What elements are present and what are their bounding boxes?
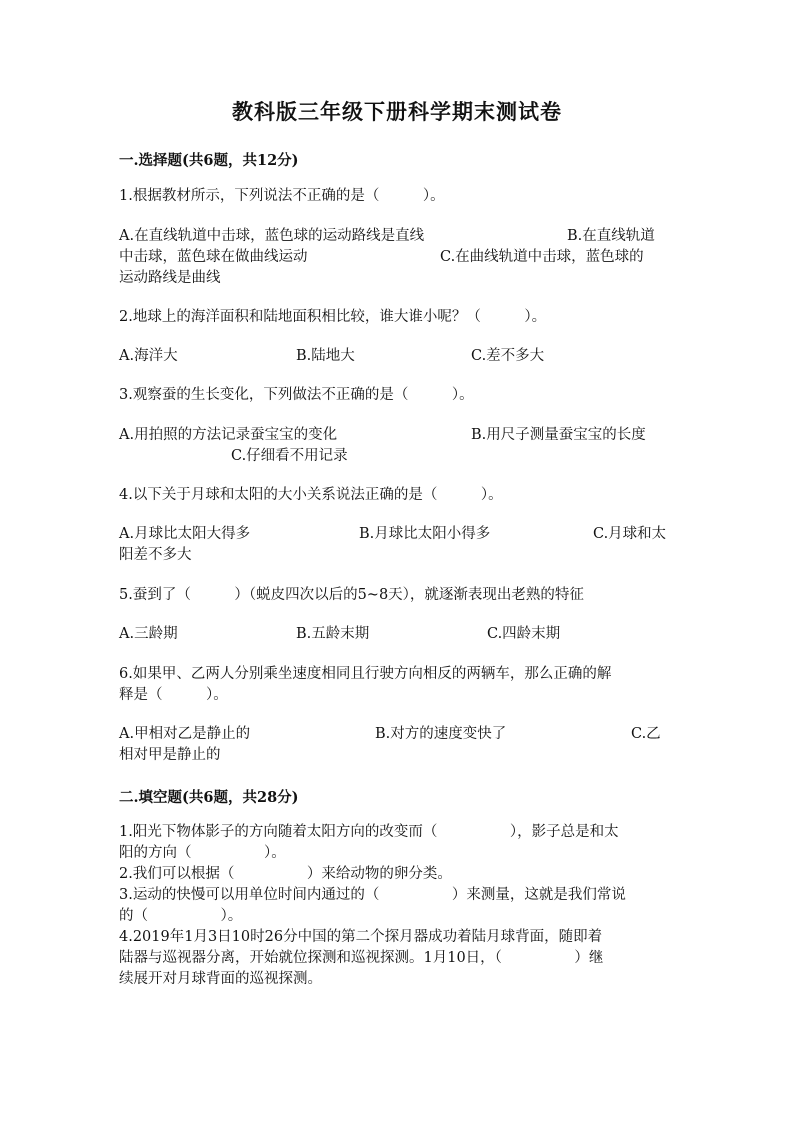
fill-4-line-2: 陆器与巡视器分离，开始就位探测和巡视探测。1月10日，（ ）继 xyxy=(119,950,604,966)
question-6-stem-cont: 释是（ ）。 xyxy=(119,687,228,703)
section-heading-fill: 二.填空题(共6题，共28分) xyxy=(119,789,299,806)
fill-4-line-1: 4.2019年1月3日10时26分中国的第二个探月器成功着陆月球背面，随即着 xyxy=(119,929,603,945)
question-3-option-c: C.仔细看不用记录 xyxy=(231,448,348,464)
question-5-option-a: A.三龄期 xyxy=(119,626,178,642)
fill-3-line-2: 的（ ）。 xyxy=(119,908,243,924)
question-3-stem: 3.观察蚕的生长变化，下列做法不正确的是（ ）。 xyxy=(119,387,474,403)
question-4-stem: 4.以下关于月球和太阳的大小关系说法正确的是（ ）。 xyxy=(119,487,503,503)
question-1-stem: 1.根据教材所示，下列说法不正确的是（ ）。 xyxy=(119,188,445,204)
question-6-option-a: A.甲相对乙是静止的 xyxy=(119,726,251,742)
question-6-option-c: C.乙 xyxy=(631,726,661,742)
question-2-option-b: B.陆地大 xyxy=(296,348,355,364)
fill-1-line-2: 阳的方向（ ）。 xyxy=(119,845,286,861)
question-1-option-a: A.在直线轨道中击球，蓝色球的运动路线是直线 xyxy=(119,228,425,244)
question-6-option-c-cont: 相对甲是静止的 xyxy=(119,747,221,763)
question-3-option-b: B.用尺子测量蚕宝宝的长度 xyxy=(471,427,646,443)
question-4-option-c-cont: 阳差不多大 xyxy=(119,547,192,563)
question-4-option-a: A.月球比太阳大得多 xyxy=(119,526,251,542)
question-5-stem: 5.蚕到了（ ）（蜕皮四次以后的5~8天），就逐渐表现出老熟的特征 xyxy=(119,587,584,603)
fill-2: 2.我们可以根据（ ）来给动物的卵分类。 xyxy=(119,866,452,882)
fill-1-line-1: 1.阳光下物体影子的方向随着太阳方向的改变而（ ），影子总是和太 xyxy=(119,824,619,840)
question-2-stem: 2.地球上的海洋面积和陆地面积相比较，谁大谁小呢？（ ）。 xyxy=(119,309,547,325)
question-1-option-c-cont: 运动路线是曲线 xyxy=(119,270,221,286)
question-6-option-b: B.对方的速度变快了 xyxy=(375,726,507,742)
page-title: 教科版三年级下册科学期末测试卷 xyxy=(232,99,562,124)
question-6-stem: 6.如果甲、乙两人分别乘坐速度相同且行驶方向相反的两辆车，那么正确的解 xyxy=(119,666,612,682)
fill-4-line-3: 续展开对月球背面的巡视探测。 xyxy=(119,971,322,987)
fill-3-line-1: 3.运动的快慢可以用单位时间内通过的（ ）来测量，这就是我们常说 xyxy=(119,887,626,903)
question-2-option-a: A.海洋大 xyxy=(119,348,178,364)
question-3-option-a: A.用拍照的方法记录蚕宝宝的变化 xyxy=(119,427,338,443)
question-4-option-c: C.月球和太 xyxy=(593,526,667,542)
question-1-option-b-cont: 中击球，蓝色球在做曲线运动 xyxy=(119,249,308,265)
question-5-option-b: B.五龄末期 xyxy=(296,626,370,642)
question-1-option-b: B.在直线轨道 xyxy=(567,228,655,244)
question-4-option-b: B.月球比太阳小得多 xyxy=(359,526,491,542)
question-1-option-c: C.在曲线轨道中击球，蓝色球的 xyxy=(440,249,644,265)
question-2-option-c: C.差不多大 xyxy=(471,348,545,364)
section-heading-choice: 一.选择题(共6题，共12分) xyxy=(119,152,299,169)
question-5-option-c: C.四龄末期 xyxy=(487,626,561,642)
